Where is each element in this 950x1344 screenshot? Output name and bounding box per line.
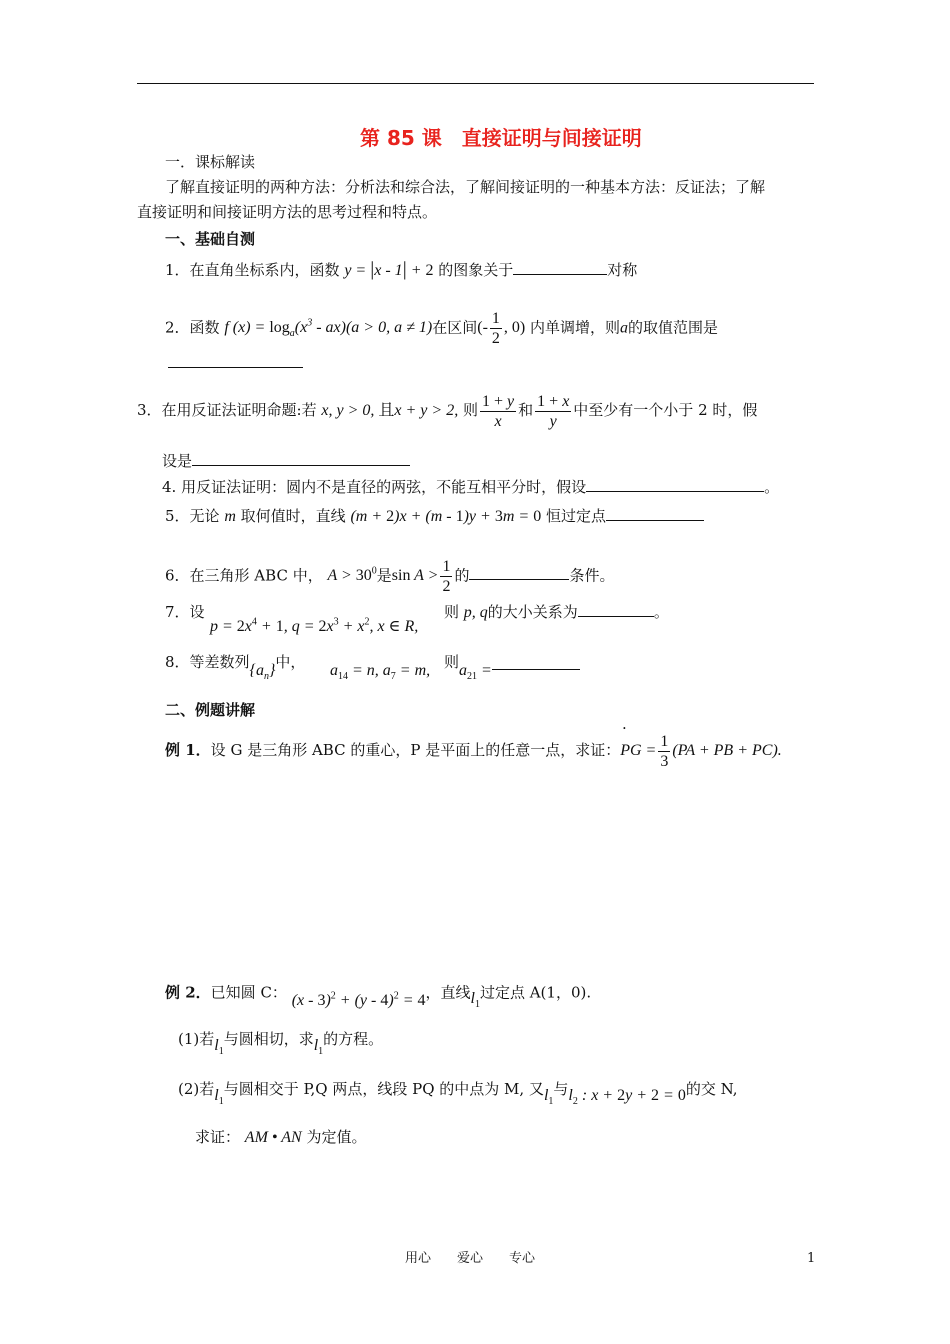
- example-2-text-3: 过定点 A(1，0).: [479, 983, 592, 1002]
- question-2: [165, 302, 718, 357]
- line-l1: $l_1$: [313, 1037, 324, 1058]
- q8-sequence: $\{a_n\}$: [249, 662, 276, 683]
- question-6: [165, 552, 614, 596]
- q6-text-3: 的: [454, 566, 470, 585]
- section-heading-examples: 二、例题讲解: [165, 701, 256, 719]
- q1-text-2: 的图象关于: [438, 261, 514, 279]
- example-2-label: 例 2．: [165, 983, 211, 1002]
- q5-var-m: m: [224, 508, 236, 525]
- line-l1: $l_1$: [214, 1037, 224, 1058]
- part2-text-3: 与: [553, 1080, 569, 1098]
- question-3: [137, 386, 757, 435]
- q6-text-4: 条件。: [569, 566, 615, 585]
- prove-text-2: 为定值。: [306, 1128, 367, 1146]
- q2-text-4: 的取值范围是: [628, 318, 719, 337]
- q6-text: 6．在三角形 ABC 中，: [165, 566, 323, 585]
- q3-line-2: [162, 451, 410, 471]
- q3-text-2: 则: [462, 401, 478, 419]
- q7-text-2: 则: [444, 603, 460, 621]
- q5-text-2: 取何值时，直线: [240, 507, 346, 525]
- q7-text: 7．设: [165, 603, 205, 621]
- q5-text: 5．无论: [165, 507, 220, 525]
- q8-text: 8．等差数列: [165, 653, 250, 671]
- q2-text-2: 在区间: [432, 318, 478, 337]
- prove-text: 求证：: [195, 1128, 241, 1146]
- q2-text-3: 内单调增，则: [530, 318, 621, 337]
- question-8-formula: [330, 660, 430, 687]
- q5-text-3: 恒过定点: [545, 507, 606, 525]
- q2-var-a: a: [620, 319, 629, 337]
- q6-text-2: 是: [376, 566, 392, 585]
- example-1-text: 设 G 是三角形 ABC 的重心，P 是平面上的任意一点，求证：: [210, 741, 621, 759]
- am-dot-an: AM • AN: [244, 1129, 302, 1146]
- q4-answer-blank[interactable]: [586, 477, 764, 492]
- curriculum-paragraph-line1: 了解直接证明的两种方法：分析法和综合法，了解间接证明的一种基本方法：反证法；了解: [165, 178, 766, 196]
- q8-text-3: 则: [444, 653, 460, 671]
- example-2-part-2: [178, 1076, 738, 1109]
- q3-fraction-2: $\frac{1 + x}{y}$: [537, 392, 570, 430]
- line-l1: $l_1$: [214, 1087, 224, 1108]
- question-8-end: [444, 652, 580, 683]
- q4-text-end: 。: [764, 478, 780, 496]
- q5-line-equation: (m + 2)x + (m - 1)y + 3m = 0: [350, 508, 542, 525]
- q1-function-formula: y = |x - 1| + 2: [344, 258, 434, 280]
- header-rule: [137, 83, 814, 84]
- q8-given: $a_{14} = n$, $a_7 = m$,: [330, 662, 431, 683]
- question-4: [162, 477, 779, 497]
- example-2-part-1: [178, 1026, 383, 1059]
- part1-text-2: 与圆相切，求: [223, 1030, 314, 1048]
- q8-text-2: 中，: [275, 653, 306, 671]
- page-title: 第 85 课 直接证明与间接证明: [360, 126, 642, 150]
- q4-text: 4. 用反证法证明：圆内不是直径的两弦，不能互相平分时，假设: [162, 478, 587, 496]
- section-heading-self-test: 一、基础自测: [165, 230, 256, 248]
- page-number: 1: [807, 1251, 816, 1266]
- q7-text-end: 。: [653, 603, 669, 621]
- q2-text: 2．函数: [165, 318, 220, 337]
- q2-answer-blank[interactable]: [168, 367, 303, 368]
- example-2-prove: [195, 1124, 366, 1151]
- q5-answer-blank[interactable]: [606, 506, 704, 521]
- line-l1: $l_1$: [470, 990, 480, 1011]
- q3-text-5: 设是: [162, 452, 193, 470]
- q7-vars: p, q: [463, 604, 488, 621]
- question-5: [165, 502, 704, 531]
- circle-equation: (x - 3)$^2$ + (y - 4)$^2$ = 4: [291, 991, 426, 1010]
- q7-text-3: 的大小关系为: [487, 603, 578, 621]
- q2-interval: (- $\frac{1}{2}$ , 0): [477, 310, 526, 348]
- q6-condition-sin: sin A > $\frac{1}{2}$: [391, 558, 451, 596]
- question-7: [165, 602, 205, 622]
- example-1: [165, 730, 782, 771]
- q8-target: $a_{21}$ =: [459, 662, 492, 683]
- question-7-formula: [210, 610, 418, 640]
- q3-fraction-1: $\frac{1 + y}{x}$: [482, 392, 515, 430]
- q7-answer-blank[interactable]: [578, 602, 654, 617]
- line-l2-equation: $l_2$ : x + 2y + 2 = 0: [568, 1087, 686, 1108]
- question-8: [165, 652, 306, 683]
- section-heading-curriculum: 一．课标解读: [165, 153, 256, 171]
- stray-dot: .: [622, 715, 627, 733]
- q3-text: 3．在用反证法证明命题:若: [137, 401, 317, 419]
- question-7-end: [444, 602, 669, 623]
- q3-text-4: 中至少有一个小于 2 时，假: [573, 401, 758, 419]
- example-2-text: 已知圆 C：: [210, 983, 287, 1002]
- q1-text-3: 对称: [607, 261, 638, 279]
- part1-text-3: 的方程。: [323, 1030, 384, 1048]
- q3-text-3: 和: [518, 401, 534, 419]
- q7-definitions: $p = 2x^4 + 1$, $q = 2x^3 + x^2$, x ∈ R,: [210, 617, 419, 636]
- footer-text: 用心 爱心 专心: [405, 1251, 536, 1266]
- curriculum-paragraph-line2: 直接证明和间接证明方法的思考过程和特点。: [137, 203, 438, 221]
- part2-text: (2)若: [178, 1080, 215, 1098]
- q3-condition: x, y > 0, 且x + y > 2,: [321, 402, 459, 419]
- question-1: [165, 256, 637, 284]
- part1-text: (1)若: [178, 1030, 215, 1048]
- line-l1: $l_1$: [543, 1087, 554, 1108]
- example-2-text-2: ，直线: [425, 983, 471, 1002]
- q8-answer-blank[interactable]: [492, 655, 580, 670]
- part2-text-2: 与圆相交于 P,Q 两点，线段 PQ 的中点为 M, 又: [223, 1080, 544, 1098]
- example-2: [165, 976, 591, 1013]
- q1-text: 1．在直角坐标系内，函数: [165, 261, 340, 279]
- q1-answer-blank[interactable]: [513, 260, 607, 275]
- example-1-formula: PG = $\frac{1}{3}$ (PA + PB + PC).: [620, 732, 782, 770]
- q3-answer-blank[interactable]: [192, 451, 410, 466]
- part2-text-4: 的交 N,: [685, 1080, 738, 1098]
- q2-function-formula: f $(x) = \log_a(x^3 - ax)(a > 0$, a ≠ 1): [224, 318, 433, 340]
- example-1-label: 例 1．: [165, 741, 211, 759]
- q6-condition-a: $A > 30^0$: [327, 566, 377, 585]
- q6-answer-blank[interactable]: [469, 565, 569, 580]
